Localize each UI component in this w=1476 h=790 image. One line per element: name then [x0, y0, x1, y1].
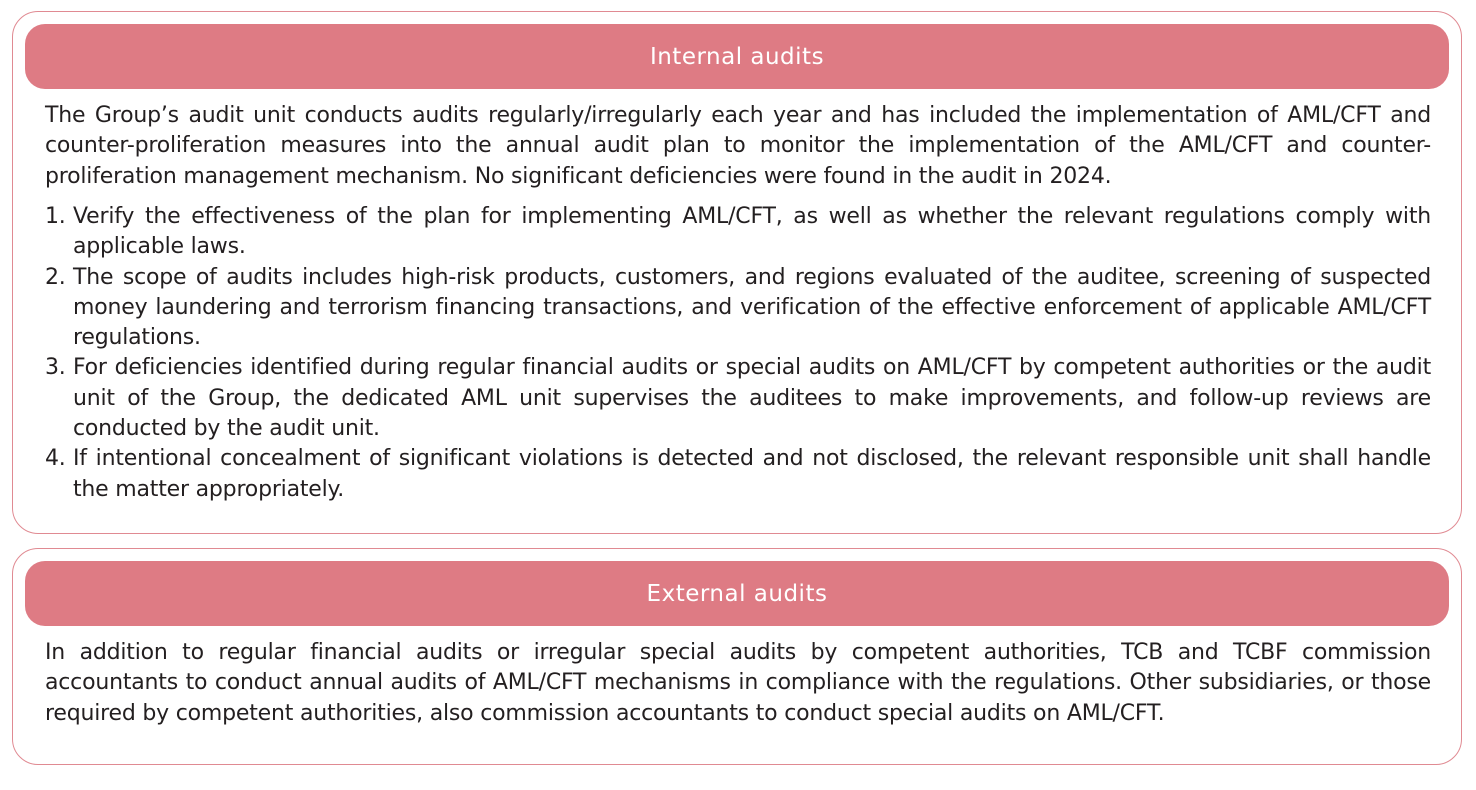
- list-item: [45, 353, 1431, 444]
- external-audits-text: In addition to regular financial audits or irregular special audits by competent authorities, TCB and TCBF commission accountants to conduct annual audits of AML/CFT mechanisms in compliance with the regulations. Other subsidiaries, or those required by competent authorities, also commission accountants to conduct special audits on AML/CFT.: [45, 640, 1431, 726]
- internal-audits-panel: [12, 11, 1462, 534]
- external-audits-title: External audits: [646, 580, 828, 607]
- internal-audits-list: [45, 202, 1431, 505]
- internal-audits-header: [25, 24, 1449, 89]
- internal-audits-title: Internal audits: [649, 43, 825, 70]
- list-item-number: 3.: [45, 355, 66, 381]
- list-item: [45, 263, 1431, 354]
- list-item: [45, 444, 1431, 505]
- list-item-number: 2.: [45, 264, 66, 290]
- list-item: [45, 202, 1431, 263]
- list-item-number: 4.: [45, 446, 66, 472]
- list-item-number: 1.: [45, 204, 66, 229]
- list-item-text: If intentional concealment of significant violations is detected and not disclosed, the relevant responsible unit shall handle the matter appropriately.: [73, 446, 1431, 502]
- internal-audits-intro: The Group’s audit unit conducts audits regularly/irregularly each year and has included the implementation of AML/CFT and counter-proliferation measures into the annual audit plan to monitor the implementation of the AML/CFT and counter-proliferation management mechanism. No significant deficiencies were found in the audit in 2024.: [45, 103, 1431, 189]
- external-audits-header: [25, 561, 1449, 626]
- list-item-text: The scope of audits includes high-risk products, customers, and regions evaluated of the auditee, screening of suspected money laundering and terrorism financing transactions, and verification of the effective enforcement of applicable AML/CFT regulations.: [73, 264, 1431, 351]
- external-audits-panel: [12, 548, 1462, 765]
- list-item-text: For deficiencies identified during regular financial audits or special audits on AML/CFT by competent authorities or the audit unit of the Group, the dedicated AML unit supervises the auditees to make improvements, and follow-up reviews are conducted by the audit unit.: [73, 355, 1431, 442]
- list-item-text: Verify the effectiveness of the plan for implementing AML/CFT, as well as whether the relevant regulations comply with applicable laws.: [73, 204, 1431, 260]
